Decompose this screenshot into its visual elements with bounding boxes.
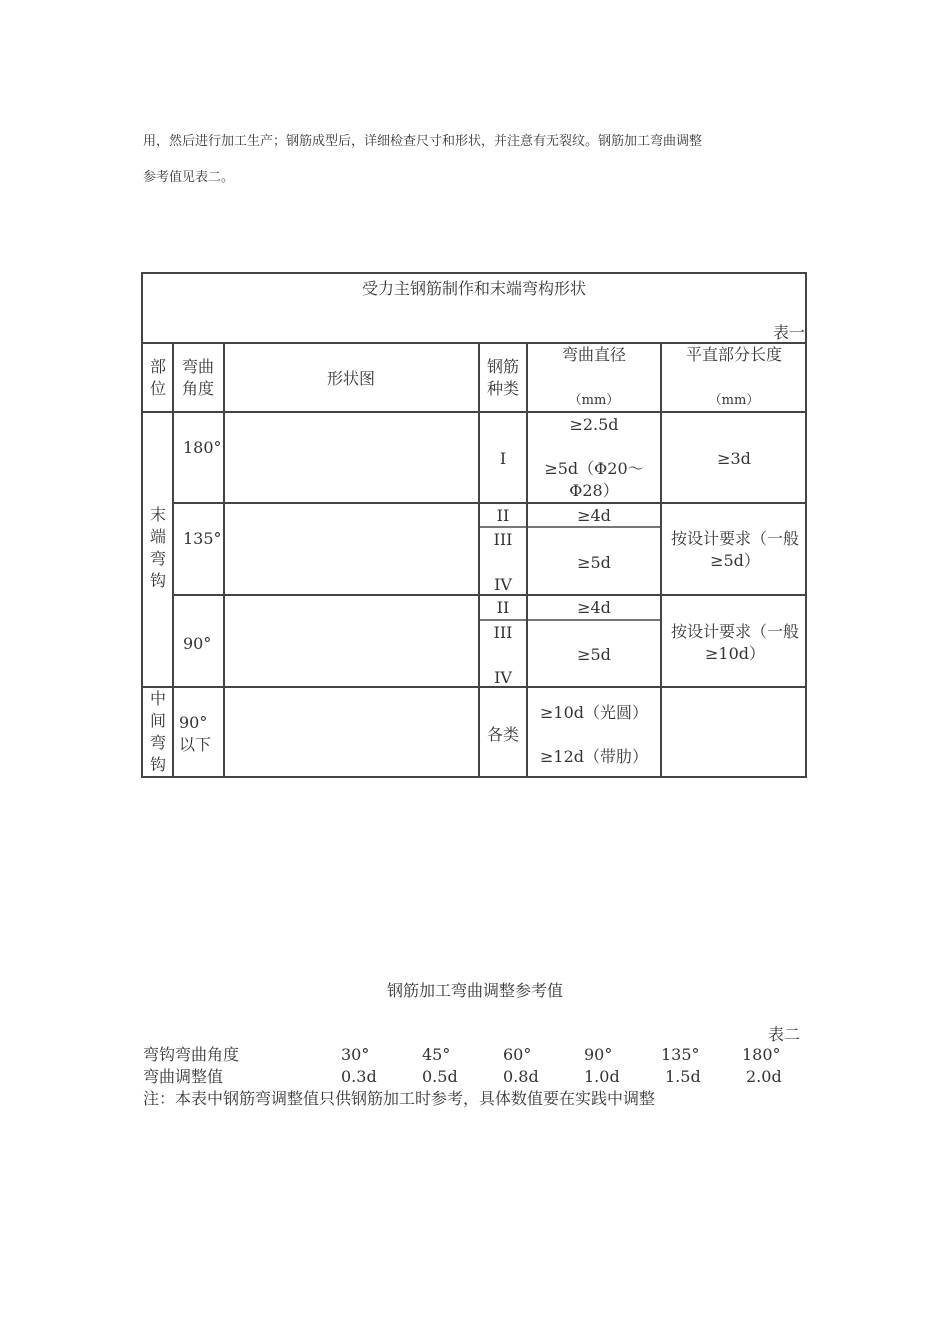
intro-line-2: 参考值见表二。 [143,170,235,185]
table-rebar-hook-shapes [141,272,807,778]
diameter-180-a: ≥2.5d [569,415,619,434]
angle-mid: 90°以下 [179,713,212,754]
table2-row2-value: 0.8d [503,1067,539,1086]
grade-135-b2: IV [494,575,512,594]
diameter-135-a: ≥4d [577,506,611,525]
part-end-hook: 末端弯钩 [149,505,166,590]
table2-row1-value: 90° [584,1045,613,1064]
table-title: 受力主钢筋制作和末端弯构形状 [361,279,586,298]
grade-90-b2: IV [494,668,512,687]
angle-180: 180° [183,438,222,457]
grade-mid: 各类 [486,725,519,744]
table2-row2-value: 2.0d [746,1067,782,1086]
header-diameter-unit: （mm） [568,393,620,408]
angle-90: 90° [183,634,212,653]
diameter-135-b: ≥5d [577,553,611,572]
table2-row2-value: 0.5d [422,1067,458,1086]
grade-90-b1: III [493,623,513,642]
header-straight: 平直部分长度 [685,345,782,364]
part-mid-hook: 中间弯钩 [149,689,166,774]
diameter-90-a: ≥4d [577,598,611,617]
header-shape: 形状图 [326,369,375,388]
header-grade: 钢筋种类 [486,357,519,398]
grade-180: I [499,449,507,468]
header-part: 部位 [149,357,166,398]
straight-180: ≥3d [717,449,751,468]
table2-row1-value: 135° [661,1045,700,1064]
header-diameter: 弯曲直径 [561,345,626,364]
grade-135-b1: III [493,530,513,549]
grade-90-a: II [496,598,510,617]
table2-note: 注：本表中钢筋弯调整值只供钢筋加工时参考，具体数值要在实践中调整 [143,1089,656,1108]
angle-135: 135° [183,529,222,548]
table2-label: 表二 [768,1025,801,1044]
header-angle: 弯曲角度 [181,357,214,398]
table2-row2-value: 1.0d [584,1067,620,1086]
diameter-mid-a: ≥10d（光圆） [539,703,648,722]
diameter-mid-b: ≥12d（带肋） [539,747,648,766]
table2-row1-value: 60° [503,1045,532,1064]
table2-row1-value: 180° [742,1045,781,1064]
table2-row1-label: 弯钩弯曲角度 [143,1045,240,1064]
table2-row1-value: 45° [422,1045,451,1064]
straight-90: 按设计要求（一般≥10d） [670,622,799,663]
table2-row2-value: 0.3d [341,1067,377,1086]
grade-135-a: II [496,506,510,525]
diameter-180-b: ≥5d（Φ20～Φ28） [544,459,644,500]
intro-line-1: 用，然后进行加工生产；钢筋成型后，详细检查尺寸和形状，并注意有无裂纹。钢筋加工弯曲调整 [143,134,703,149]
diameter-90-b: ≥5d [577,645,611,664]
header-straight-unit: （mm） [708,393,760,408]
table-label: 表一 [772,323,805,342]
straight-135: 按设计要求（一般≥5d） [670,529,799,570]
table2-row1-value: 30° [341,1045,370,1064]
table2-row2-label: 弯曲调整值 [143,1067,224,1086]
table2-row2-value: 1.5d [665,1067,701,1086]
table2-title: 钢筋加工弯曲调整参考值 [386,981,563,1000]
